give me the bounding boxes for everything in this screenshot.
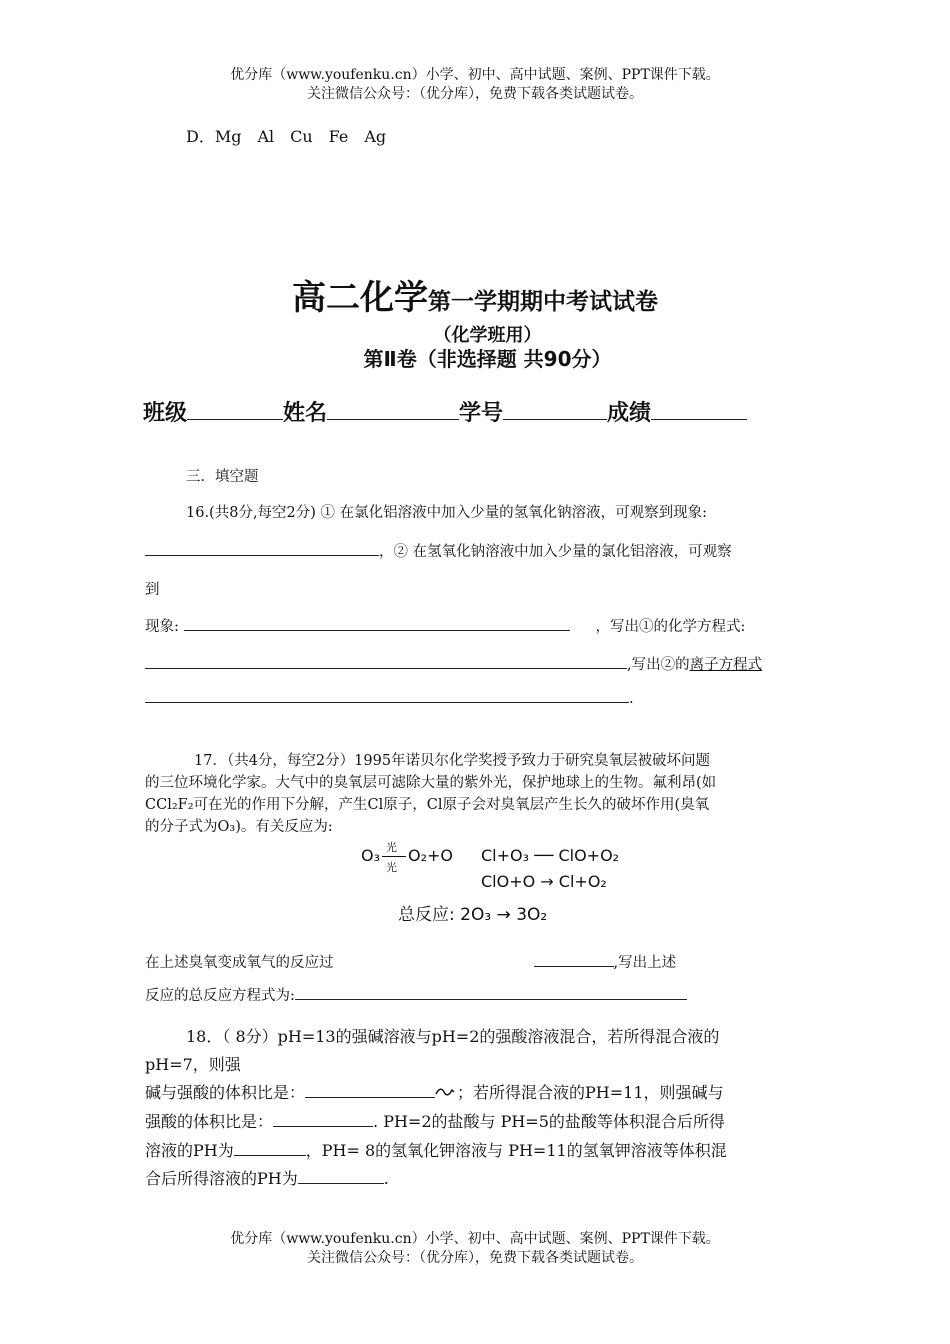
reaction-2: Cl+O₃ ── ClO+O₂ (481, 846, 620, 865)
q17-line-1: 17．（共4分，每空2分）1995年诺贝尔化学奖授予致力于研究臭氧层被破坏问题 (194, 753, 711, 769)
q17-line-5: 在上述臭氧变成氧气的反应过 ,写出上述 (145, 955, 677, 971)
q18-blank-1[interactable] (305, 1096, 435, 1098)
name-blank[interactable] (327, 418, 459, 420)
reaction-1: O₃ 光 光 O₂+O (361, 840, 454, 874)
q18-blank-4[interactable] (298, 1182, 384, 1184)
q18-blank-3[interactable] (234, 1154, 306, 1156)
reaction-3: ClO+O → Cl+O₂ (481, 872, 607, 891)
q16-blank-4[interactable] (145, 701, 629, 703)
q16-line-4: 现象: ，写出①的化学方程式: (145, 619, 746, 635)
q18-line-1: 18．（ 8分）pH=13的强碱溶液与pH=2的强酸溶液混合，若所得混合液的 (186, 1027, 720, 1046)
header-line-1: 优分库（www.youfenku.cn）小学、初中、高中试题、案例、PPT课件下载。 (230, 67, 720, 83)
title-rest: 第一学期期中考试试卷 (428, 289, 658, 315)
q18-line-4: 强酸的体积比是： . PH=2的盐酸与 PH=5的盐酸等体积混合后所得 (145, 1112, 725, 1131)
section-3-heading: 三．填空题 (186, 469, 259, 485)
q17-line-4: 的分子式为O₃)。有关反应为: (145, 819, 333, 835)
previous-option-d: D．Mg Al Cu Fe Ag (186, 127, 387, 146)
q18-line-3: 碱与强酸的体积比是： ；若所得混合液的PH=11，则强碱与 (145, 1083, 724, 1102)
student-info-line (143, 396, 747, 427)
q18-blank-2[interactable] (273, 1125, 373, 1127)
q18-line-5: 溶液的PH为 ，PH= 8的氢氧化钾溶液与 PH=11的氢氧钾溶液等体积混 (145, 1141, 727, 1160)
q16-blank-1[interactable] (145, 554, 379, 556)
q16-blank-3[interactable] (145, 667, 627, 669)
q18-line-6: 合后所得溶液的PH为 . (145, 1169, 389, 1188)
name-label: 姓名 (283, 401, 328, 426)
q17-blank-1[interactable] (534, 965, 614, 967)
q16-line-3: 到 (145, 582, 160, 598)
q18-line-2: pH=7，则强 (145, 1055, 241, 1074)
title-big: 高二化学 (292, 278, 428, 318)
q16-line-6: . (145, 691, 634, 707)
id-blank[interactable] (503, 418, 607, 420)
score-label: 成绩 (607, 401, 652, 426)
total-reaction: 总反应: 2O₃ → 3O₂ (398, 905, 548, 925)
footer-line-1: 优分库（www.youfenku.cn）小学、初中、高中试题、案例、PPT课件下载。 (230, 1231, 720, 1247)
header-line-2: 关注微信公众号：（优分库），免费下载各类试题试卷。 (307, 86, 643, 102)
page-title (0, 270, 950, 319)
q17-line-3: CCl₂F₂可在光的作用下分解，产生Cl原子，Cl原子会对臭氧层产生长久的破坏作用(臭氧 (145, 797, 710, 813)
q16-line-5: ,写出②的离子方程式 (145, 653, 762, 674)
title-subtitle-2: 第Ⅱ卷（非选择题 共90分） (363, 347, 612, 371)
q17-line-6: 反应的总反应方程式为: (145, 984, 687, 1005)
cfc-formula: CCl₂F₂ (145, 797, 194, 813)
footer-line-2: 关注微信公众号：（优分库），免费下载各类试题试卷。 (307, 1250, 643, 1266)
q17-line-2: 的三位环境化学家。大气中的臭氧层可滤除大量的紫外光，保护地球上的生物。氟利昂(如 (145, 775, 717, 791)
q16-blank-2[interactable] (184, 629, 570, 631)
id-label: 学号 (459, 401, 504, 426)
q16-line-1: 16.(共8分,每空2分) ① 在氯化铝溶液中加入少量的氢氧化钠溶液，可观察到现象: (186, 505, 708, 521)
squiggle-icon (435, 1083, 457, 1102)
q16-line-2: ，② 在氢氧化钠溶液中加入少量的氯化铝溶液，可观察 (145, 540, 732, 561)
reversible-arrow-icon: 光 光 (380, 847, 408, 867)
q17-blank-2[interactable] (295, 998, 687, 1000)
title-subtitle-1: （化学班用） (433, 325, 542, 346)
class-blank[interactable] (187, 418, 283, 420)
class-label: 班级 (143, 401, 188, 426)
score-blank[interactable] (651, 418, 747, 420)
